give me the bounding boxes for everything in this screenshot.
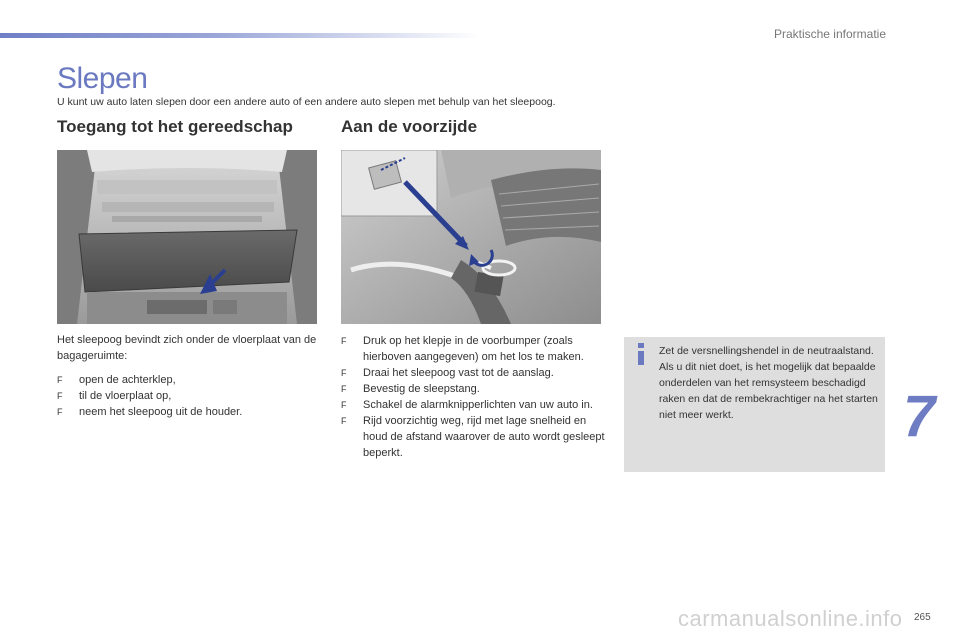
left-text-block bbox=[57, 332, 322, 420]
info-icon bbox=[634, 343, 648, 365]
list-item: F Draai het sleepoog vast tot de aanslag. bbox=[341, 367, 554, 379]
front-bumper-photo bbox=[341, 150, 601, 324]
right-bullet-list bbox=[341, 333, 606, 461]
page-number: 265 bbox=[914, 612, 931, 623]
page-title: Slepen bbox=[57, 62, 148, 95]
right-heading: Aan de voorzijde bbox=[341, 117, 478, 136]
watermark: carmanualsonline.info bbox=[678, 606, 903, 631]
intro-text: U kunt uw auto laten slepen door een andere auto of een andere auto slepen met behulp van het sleepoog. bbox=[57, 96, 556, 108]
left-paragraph: Het sleepoog bevindt zich onder de vloerplaat van de bagageruimte: bbox=[57, 334, 317, 362]
list-item: F Rijd voorzichtig weg, rijd met lage snelheid en houd de afstand waarover de auto wordt gesleept beperkt. bbox=[341, 415, 605, 459]
top-accent-bar bbox=[0, 33, 480, 38]
bullet-icon: F bbox=[341, 416, 347, 426]
boot-photo bbox=[57, 150, 317, 324]
list-item: F Druk op het klepje in de voorbumper (zoals hierboven aangegeven) om het los te maken. bbox=[341, 335, 584, 363]
bullet-icon: F bbox=[341, 368, 347, 378]
bullet-icon: F bbox=[341, 400, 347, 410]
info-box bbox=[624, 337, 885, 472]
list-item: F Bevestig de sleepstang. bbox=[341, 383, 480, 395]
section-header: Praktische informatie bbox=[773, 27, 886, 41]
left-heading: Toegang tot het gereedschap bbox=[57, 117, 293, 136]
chapter-number: 7 bbox=[903, 384, 936, 449]
bullet-icon: F bbox=[57, 391, 63, 401]
bullet-icon: F bbox=[57, 407, 63, 417]
list-item: F Schakel de alarmknipperlichten van uw auto in. bbox=[341, 399, 593, 411]
list-item: F open de achterklep, bbox=[57, 374, 176, 386]
right-text-block bbox=[341, 333, 606, 461]
bullet-icon: F bbox=[341, 336, 347, 346]
bullet-icon: F bbox=[57, 375, 63, 385]
bullet-icon: F bbox=[341, 384, 347, 394]
list-item: F neem het sleepoog uit de houder. bbox=[57, 406, 243, 418]
list-item: F til de vloerplaat op, bbox=[57, 390, 172, 402]
left-bullet-list bbox=[57, 372, 322, 420]
info-text: Zet de versnellingshendel in de neutraalstand. Als u dit niet doet, is het mogelijk dat bepaalde onderdelen van het remsysteem beschadigd raken en dat de rembekrachtiger na het starten niet meer werkt. bbox=[659, 345, 878, 421]
